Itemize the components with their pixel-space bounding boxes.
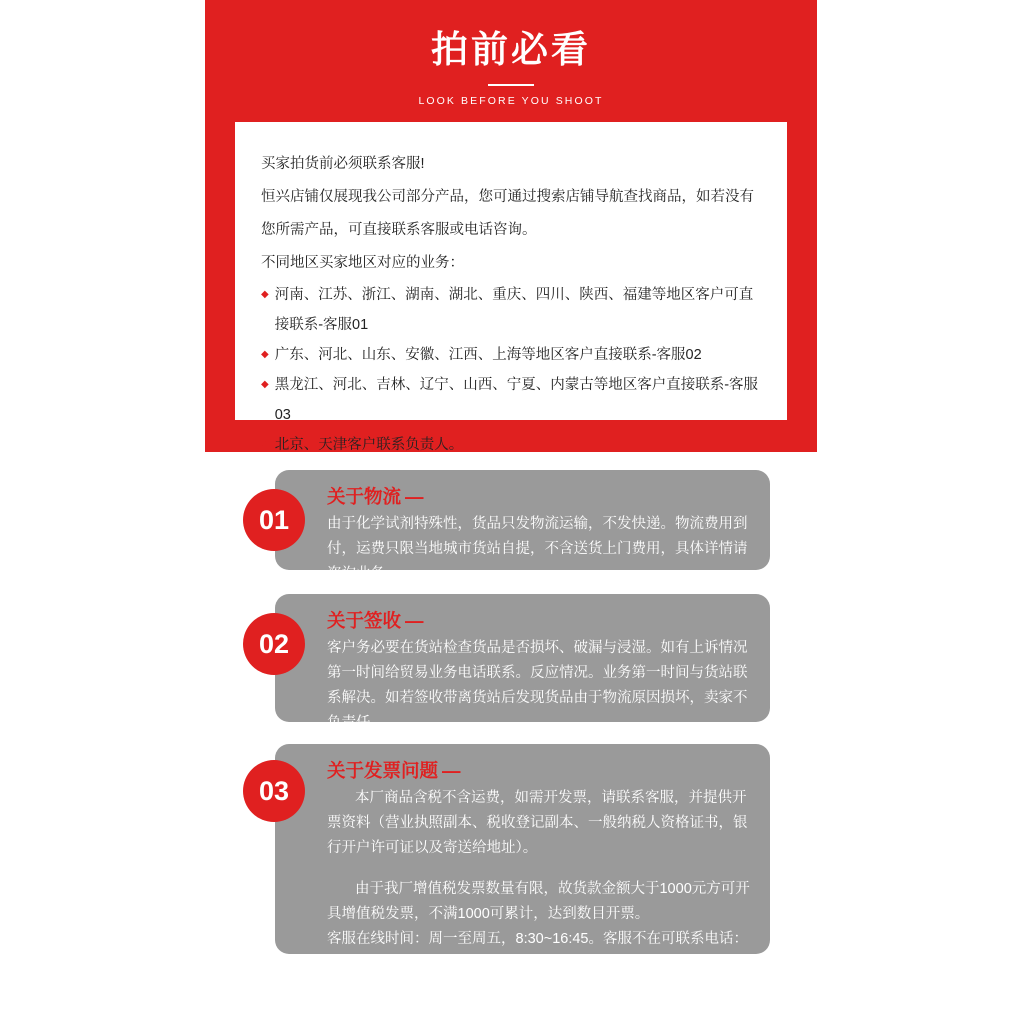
- support-phone-number: 158-2223-3318: [327, 956, 426, 972]
- diamond-icon: ◆: [261, 289, 269, 300]
- diamond-icon: ◆: [261, 439, 269, 450]
- region-bullet-item: [261, 370, 763, 430]
- region-bullet-item: [261, 340, 763, 370]
- region-bullet-item: [261, 280, 763, 340]
- note-heading: [327, 608, 752, 634]
- note-heading-dash: —: [405, 610, 424, 631]
- note-number-badge: 02: [243, 613, 305, 675]
- note-block-invoice: [275, 744, 770, 1022]
- region-bullet-item: [261, 430, 763, 460]
- notice-line-3: 不同地区买家地区对应的业务：: [261, 255, 464, 271]
- note-heading: [327, 484, 752, 510]
- note-heading: [327, 758, 752, 784]
- note-body-text-3: 客服在线时间：周一至周五，8:30~16:45。客服不在可联系电话：: [327, 931, 748, 947]
- notice-card: [235, 122, 787, 453]
- note-heading-dash: —: [405, 486, 424, 507]
- note-heading-dash: —: [442, 760, 461, 781]
- note-heading-label: 关于签收: [327, 610, 402, 631]
- region-bullet-label: 黑龙江、河北、吉林、辽宁、山西、宁夏、内蒙古等地区客户直接联系-客服03: [274, 377, 759, 423]
- region-bullet-label: 河南、江苏、浙江、湖南、湖北、重庆、四川、陕西、福建等地区客户可直接联系-客服01: [274, 287, 754, 333]
- note-block-receipt: [275, 594, 770, 731]
- note-number-badge: 01: [243, 489, 305, 551]
- hero-banner: [205, 0, 817, 452]
- note-block-logistics: [275, 470, 770, 582]
- title-divider: [488, 84, 534, 86]
- note-body-text-5: 说明：本站所有货物均为含税不含运费价格，如需开票请联系客服。: [327, 981, 733, 1022]
- page-subtitle: LOOK BEFORE YOU SHOOT: [418, 95, 604, 108]
- note-body-text-2: 由于我厂增值税发票数量有限，故货款金额大于1000元方可开具增值税发票，不满1000可累计，达到数目开票。: [327, 881, 750, 922]
- notice-line-2: 恒兴店铺仅展现我公司部分产品，您可通过搜索店铺导航查找商品，如若没有您所需产品，可直接联系客服或电话咨询。: [261, 189, 754, 238]
- note-heading-label: 关于物流: [327, 486, 402, 507]
- note-body-text: 客户务必要在货站检查货品是否损坏、破漏与浸湿。如有上诉情况第一时间给贸易业务电话联系。反应情况。业务第一时间与货站联系解决。如若签收带离货站后发现货品由于物流原因损坏，卖家不负责任。: [327, 640, 748, 731]
- diamond-icon: ◆: [261, 379, 269, 390]
- notice-line-1: 买家拍货前必须联系客服!: [261, 156, 425, 172]
- note-number-badge: 03: [243, 760, 305, 822]
- note-spacer: [327, 861, 752, 877]
- page-title: 拍前必看: [431, 29, 591, 70]
- region-bullet-label: 北京、天津客户联系负责人。: [274, 437, 464, 453]
- diamond-icon: ◆: [261, 349, 269, 360]
- note-body-text-1: 本厂商品含税不含运费，如需开发票，请联系客服，并提供开票资料（营业执照副本、税收登记副本、一般纳税人资格证书，银行开户许可证以及寄送给地址）。: [327, 790, 748, 856]
- note-body-text: 由于化学试剂特殊性，货品只发物流运输，不发快递。物流费用到付，运费只限当地城市货站自提，不含送货上门费用，具体详情请咨询业务。: [327, 516, 748, 582]
- region-bullet-label: 广东、河北、山东、安徽、江西、上海等地区客户直接联系-客服02: [274, 347, 702, 363]
- note-heading-label: 关于发票问题: [327, 760, 439, 781]
